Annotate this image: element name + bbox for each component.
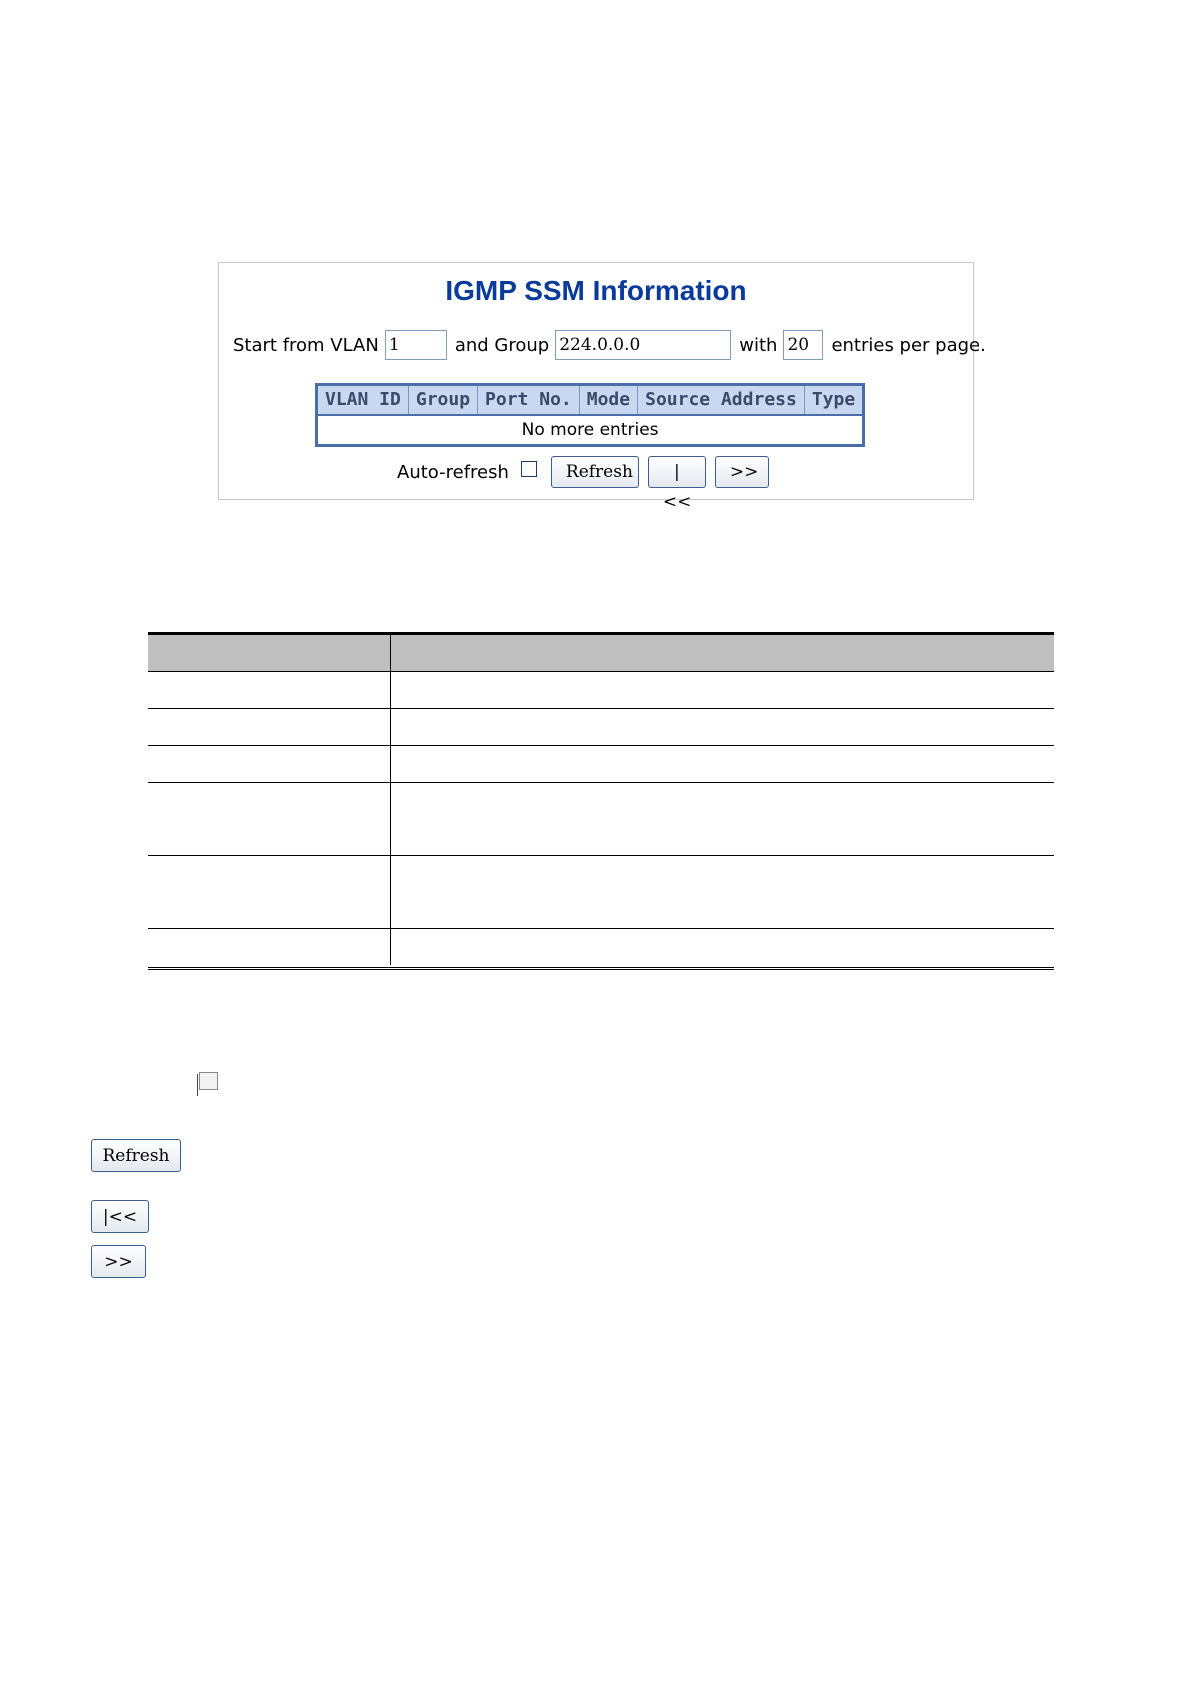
auto-refresh-checkbox[interactable]: [521, 461, 537, 477]
igmp-ssm-table: [315, 383, 865, 447]
filter-row: [233, 329, 992, 361]
next-page-button[interactable]: >>: [715, 456, 769, 488]
group-input[interactable]: [555, 330, 731, 360]
legend-next-page-button[interactable]: >>: [91, 1245, 146, 1278]
object-cell: [148, 783, 391, 855]
col-source-address: Source Address: [638, 385, 805, 415]
description-cell: [391, 709, 1054, 745]
object-cell: [148, 672, 391, 708]
description-cell: [391, 929, 1054, 965]
table-row: [148, 783, 1054, 856]
empty-message: No more entries: [317, 415, 864, 446]
description-cell: [391, 746, 1054, 782]
table-row: [148, 929, 1054, 965]
description-cell: [391, 672, 1054, 708]
legend-first-page-button[interactable]: |<<: [91, 1200, 149, 1233]
table-row: [148, 672, 1054, 709]
description-cell: [391, 856, 1054, 928]
object-cell: [148, 746, 391, 782]
igmp-ssm-panel: [218, 262, 986, 512]
page-title: IGMP SSM Information: [445, 275, 747, 306]
table-header-row: [317, 385, 864, 415]
table-row: [148, 709, 1054, 746]
checkbox-cursor-icon: [197, 1074, 198, 1096]
refresh-button[interactable]: Refresh: [551, 456, 639, 488]
table-row: [148, 856, 1054, 929]
description-table: [148, 632, 1054, 970]
object-cell: [148, 929, 391, 965]
object-cell: [148, 856, 391, 928]
legend-auto-refresh-checkbox[interactable]: [199, 1072, 218, 1090]
description-cell: [391, 783, 1054, 855]
control-row: [397, 455, 778, 512]
col-port-no: Port No.: [478, 385, 580, 415]
object-cell: [148, 709, 391, 745]
description-column-header: [391, 635, 1054, 671]
col-type: Type: [804, 385, 863, 415]
object-column-header: [148, 635, 391, 671]
table-row: [317, 415, 864, 446]
first-page-button[interactable]: |<<: [648, 456, 706, 488]
col-vlan-id: VLAN ID: [317, 385, 409, 415]
entries-per-page-label: entries per page.: [831, 334, 986, 356]
start-vlan-label: Start from VLAN: [233, 334, 379, 356]
legend-refresh-button[interactable]: Refresh: [91, 1139, 181, 1172]
col-group: Group: [408, 385, 477, 415]
description-header-row: [148, 635, 1054, 672]
with-label: with: [739, 334, 778, 356]
col-mode: Mode: [579, 385, 637, 415]
group-label: and Group: [454, 334, 550, 356]
start-vlan-input[interactable]: [385, 330, 447, 360]
table-row: [148, 746, 1054, 783]
auto-refresh-label: Auto-refresh: [397, 461, 509, 483]
entries-per-page-input[interactable]: [783, 330, 823, 360]
table-bottom-rule: [148, 967, 1054, 970]
